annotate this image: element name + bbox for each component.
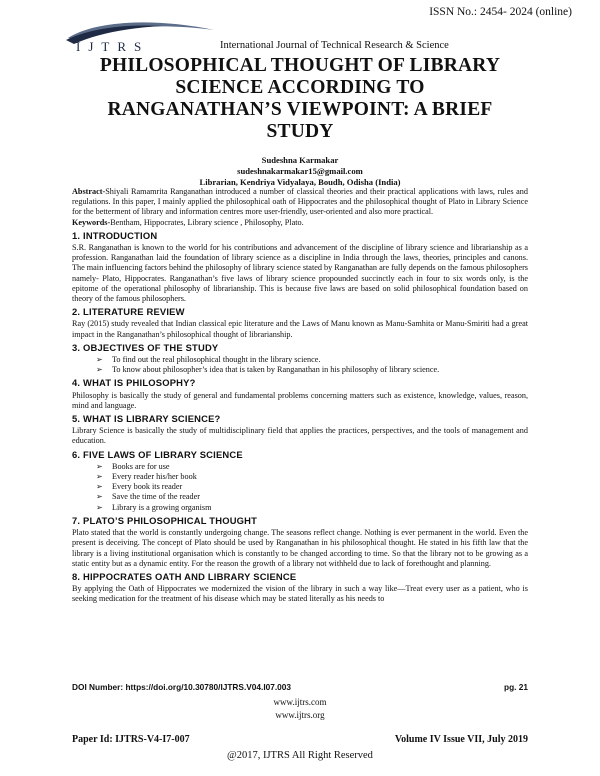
list-item: ➢ Every reader his/her book: [96, 472, 528, 482]
list-item: ➢ Every book its reader: [96, 482, 528, 492]
title-line: RANGANATHAN’S VIEWPOINT: A BRIEF: [107, 99, 493, 120]
objectives-list: [72, 355, 528, 375]
paper-title: [60, 55, 540, 143]
paper-id: Paper Id: IJTRS-V4-I7-007: [72, 734, 190, 745]
section-text: Ray (2015) study revealed that Indian classical epic literature and the Laws of Manu known as Manu-Samhita or Manu-Smiriti had a great impact in the Ranganathan’s philosophical thought of librarianship.: [72, 319, 528, 339]
author-name: Sudeshna Karmakar: [261, 155, 339, 165]
author-affiliation: Librarian, Kendriya Vidyalaya, Boudh, Odisha (India): [199, 177, 401, 187]
section-text: Plato stated that the world is constantly undergoing change. The seasons reflect change. Nothing is ever permanent in the world. Even the present is deceiving. The concept of Plato should be used by Ranganathan in his philosophical thought. He stated in his fifth law that the library is a living institutional organisation which is constantly to be changed according to time. So that the library not to be growing as a static entity but as a dynamic entity. For the reason the growth of a library not withheld due to lack of forethought and planning.: [72, 528, 528, 568]
section-text: Philosophy is basically the study of general and fundamental problems concerning matters such as existence, knowledge, values, reason, mind and language.: [72, 390, 528, 410]
five-laws-list: [72, 462, 528, 513]
section-heading: 7. PLATO’S PHILOSOPHICAL THOUGHT: [72, 514, 258, 526]
section-heading: 8. HIPPOCRATES OATH AND LIBRARY SCIENCE: [72, 570, 297, 582]
title-line: STUDY: [266, 121, 334, 142]
website-link-com[interactable]: www.ijtrs.com: [273, 697, 327, 707]
list-item: ➢ Books are for use: [96, 462, 528, 472]
abstract-label: Abstract-: [72, 187, 106, 196]
title-line: PHILOSOPHICAL THOUGHT OF LIBRARY: [99, 55, 501, 76]
keywords-text: Bentham, Hippocrates, Library science , Philosophy, Plato.: [110, 217, 304, 227]
author-block: [60, 155, 540, 188]
keywords: [72, 218, 528, 228]
journal-logo: [66, 18, 216, 52]
volume-issue: Volume IV Issue VII, July 2019: [394, 734, 528, 745]
issn-number: ISSN No.: 2454- 2024 (online): [429, 6, 572, 18]
section-heading: 5. WHAT IS LIBRARY SCIENCE?: [72, 413, 221, 425]
section-heading: 3. OBJECTIVES OF THE STUDY: [72, 341, 219, 353]
section-heading: 4. WHAT IS PHILOSOPHY?: [72, 377, 196, 389]
list-item: ➢ To find out the real philosophical thought in the library science.: [96, 355, 528, 365]
abstract-text: Shiyali Ramamrita Ranganathan introduced a number of classical theories and their practical applications with laws, rules and regulations. In this paper, I mainly applied the philosophical oath of Hippocrates and the philosophical thought of Plato in Library Science for the betterment of library and information centres more user-friendly, user-oriented and also more practical.: [72, 187, 528, 217]
title-line: SCIENCE ACCORDING TO: [175, 77, 425, 98]
list-item: ➢ To know about philosopher’s idea that is taken by Ranganathan in his philosophy of library science.: [96, 365, 528, 375]
copyright: @2017, IJTRS All Right Reserved: [227, 750, 373, 761]
page-number: pg. 21: [504, 682, 528, 692]
logo-text: IJTRS: [76, 39, 150, 52]
doi-link[interactable]: DOI Number: https://doi.org/10.30780/IJTRS.V04.I07.003: [72, 682, 292, 692]
abstract: [72, 187, 528, 218]
list-item: ➢ Library is a growing organism: [96, 503, 528, 513]
journal-name: International Journal of Technical Research & Science: [220, 40, 449, 51]
section-text: Library Science is basically the study of multidisciplinary field that applies the practices, perspectives, and the tools of management and education.: [72, 426, 528, 446]
website-link-org[interactable]: www.ijtrs.org: [275, 710, 325, 720]
section-text: S.R. Ranganathan is known to the world for his contributions and advancement of the discipline of library science and librarianship as a profession. Ranganathan laid the foundation of library science as a discipline in India through the laws, theories, principles and canons. The main influencing factors behind the philosophy of library science stated by Ranganathan are fully depends on the famous philosophers namely- Plato, Hippocrates. Ranganathan’s five laws of library science propounded succinctly each in four to six words only, is the epitome of the operational philosophy of librarianship. This is because five laws are based on solid philosophical foundation based on theory of the famous philosophers.: [72, 243, 528, 304]
section-text: By applying the Oath of Hippocrates we modernized the vision of the library in such a way like—Treat every user as a patient, who is seeking medication for the treatment of his disease which may be stated literally as his needs to: [72, 584, 528, 604]
section-heading: 1. INTRODUCTION: [72, 229, 158, 241]
paper-body: [72, 187, 528, 605]
section-heading: 2. LITERATURE REVIEW: [72, 306, 185, 318]
keywords-label: Keywords-: [72, 217, 111, 227]
author-email[interactable]: sudeshnakarmakar15@gmail.com: [237, 166, 363, 176]
section-heading: 6. FIVE LAWS OF LIBRARY SCIENCE: [72, 448, 243, 460]
list-item: ➢ Save the time of the reader: [96, 492, 528, 502]
